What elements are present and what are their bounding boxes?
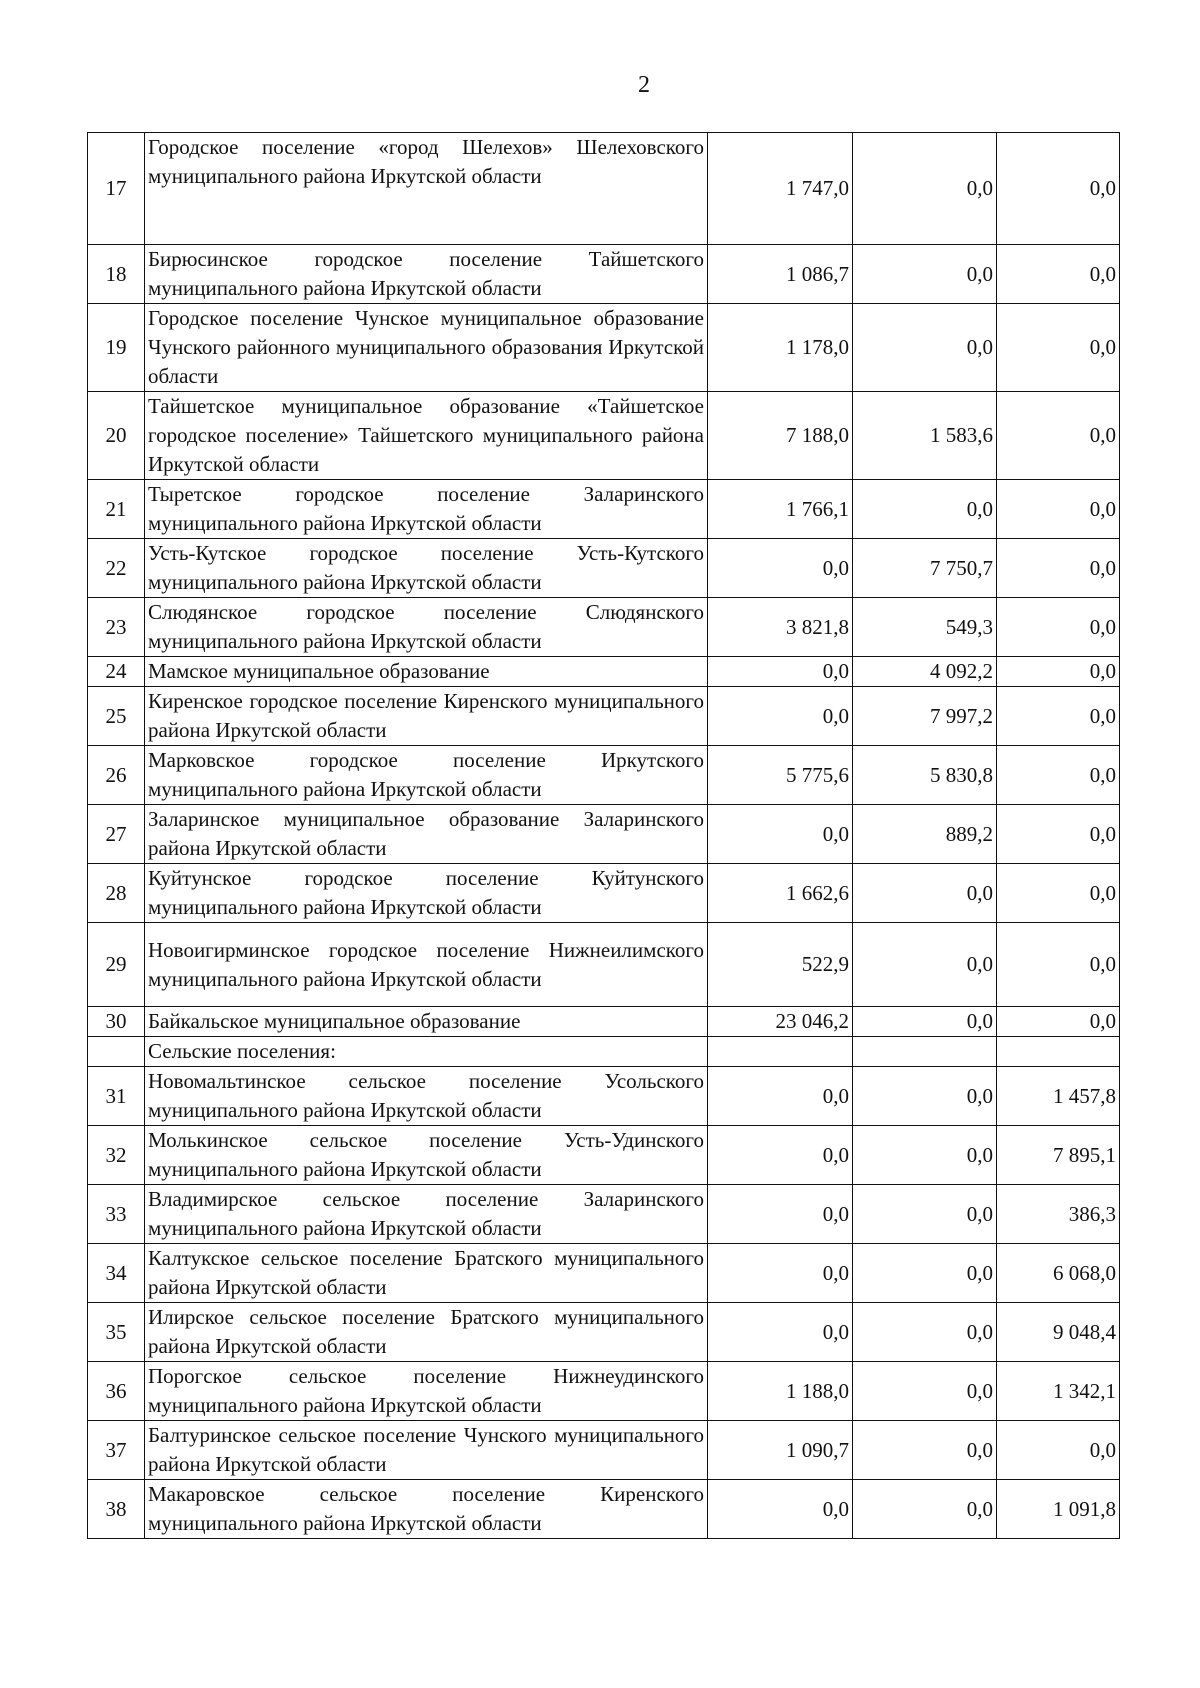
allocation-table-body — [88, 133, 1120, 1539]
value-col-1: 1 178,0 — [708, 304, 853, 392]
value-col-2: 0,0 — [853, 1421, 997, 1480]
value-col-3: 0,0 — [997, 245, 1120, 304]
value-col-1: 0,0 — [708, 1126, 853, 1185]
table-row — [88, 1421, 1120, 1480]
settlement-name: Балтуринское сельское поселение Чунского муниципального района Иркутской области — [145, 1421, 708, 1480]
row-number: 34 — [88, 1244, 145, 1303]
row-number: 19 — [88, 304, 145, 392]
table-row — [88, 245, 1120, 304]
value-col-3: 0,0 — [997, 1421, 1120, 1480]
value-col-1: 23 046,2 — [708, 1007, 853, 1037]
settlement-name: Мамское муниципальное образование — [145, 657, 708, 687]
settlement-name: Усть-Кутское городское поселение Усть-Кутского муниципального района Иркутской области — [145, 539, 708, 598]
value-col-2: 0,0 — [853, 1126, 997, 1185]
table-row — [88, 598, 1120, 657]
page-number: 2 — [638, 72, 650, 98]
table-row — [88, 1185, 1120, 1244]
value-col-2: 0,0 — [853, 1007, 997, 1037]
value-col-3: 1 342,1 — [997, 1362, 1120, 1421]
value-col-1: 1 188,0 — [708, 1362, 853, 1421]
row-number: 17 — [88, 133, 145, 245]
value-col-2-empty — [853, 1037, 997, 1067]
value-col-1: 1 090,7 — [708, 1421, 853, 1480]
value-col-2: 0,0 — [853, 864, 997, 923]
row-number: 25 — [88, 687, 145, 746]
value-col-1: 3 821,8 — [708, 598, 853, 657]
row-number: 20 — [88, 392, 145, 480]
value-col-3: 0,0 — [997, 864, 1120, 923]
value-col-1: 0,0 — [708, 657, 853, 687]
value-col-3: 0,0 — [997, 480, 1120, 539]
settlement-name: Порогское сельское поселение Нижнеудинского муниципального района Иркутской области — [145, 1362, 708, 1421]
settlement-name: Слюдянское городское поселение Слюдянского муниципального района Иркутской области — [145, 598, 708, 657]
value-col-3: 0,0 — [997, 304, 1120, 392]
value-col-3: 0,0 — [997, 133, 1120, 245]
value-col-2: 0,0 — [853, 304, 997, 392]
table-row — [88, 923, 1120, 1007]
value-col-2: 0,0 — [853, 1185, 997, 1244]
section-header-row — [88, 1037, 1120, 1067]
row-number: 31 — [88, 1067, 145, 1126]
settlement-name: Байкальское муниципальное образование — [145, 1007, 708, 1037]
value-col-3: 0,0 — [997, 687, 1120, 746]
row-number: 24 — [88, 657, 145, 687]
value-col-3-empty — [997, 1037, 1120, 1067]
row-number: 27 — [88, 805, 145, 864]
value-col-3: 1 457,8 — [997, 1067, 1120, 1126]
value-col-1: 1 747,0 — [708, 133, 853, 245]
row-number: 26 — [88, 746, 145, 805]
table-row — [88, 746, 1120, 805]
value-col-2: 0,0 — [853, 923, 997, 1007]
table-row — [88, 1362, 1120, 1421]
value-col-1: 5 775,6 — [708, 746, 853, 805]
value-col-1: 7 188,0 — [708, 392, 853, 480]
settlement-name: Тайшетское муниципальное образование «Тайшетское городское поселение» Тайшетского муниципального района Иркутской области — [145, 392, 708, 480]
value-col-2: 0,0 — [853, 1362, 997, 1421]
value-col-3: 0,0 — [997, 746, 1120, 805]
table-row — [88, 657, 1120, 687]
value-col-3: 0,0 — [997, 1007, 1120, 1037]
value-col-1: 1 662,6 — [708, 864, 853, 923]
settlement-name: Куйтунское городское поселение Куйтунского муниципального района Иркутской области — [145, 864, 708, 923]
allocation-table — [87, 132, 1120, 1539]
table-row — [88, 1007, 1120, 1037]
row-number: 35 — [88, 1303, 145, 1362]
value-col-3: 0,0 — [997, 923, 1120, 1007]
value-col-1: 0,0 — [708, 1185, 853, 1244]
row-number: 18 — [88, 245, 145, 304]
value-col-2: 1 583,6 — [853, 392, 997, 480]
value-col-3: 0,0 — [997, 805, 1120, 864]
value-col-1: 0,0 — [708, 805, 853, 864]
table-row — [88, 133, 1120, 245]
value-col-1: 0,0 — [708, 1244, 853, 1303]
row-number: 30 — [88, 1007, 145, 1037]
settlement-name: Владимирское сельское поселение Заларинского муниципального района Иркутской области — [145, 1185, 708, 1244]
table-row — [88, 805, 1120, 864]
row-number: 21 — [88, 480, 145, 539]
value-col-2: 0,0 — [853, 480, 997, 539]
value-col-3: 9 048,4 — [997, 1303, 1120, 1362]
value-col-2: 7 750,7 — [853, 539, 997, 598]
value-col-2: 0,0 — [853, 133, 997, 245]
settlement-name: Киренское городское поселение Киренского муниципального района Иркутской области — [145, 687, 708, 746]
value-col-1: 0,0 — [708, 1303, 853, 1362]
settlement-name: Марковское городское поселение Иркутского муниципального района Иркутской области — [145, 746, 708, 805]
value-col-3: 386,3 — [997, 1185, 1120, 1244]
value-col-3: 0,0 — [997, 392, 1120, 480]
value-col-1: 0,0 — [708, 539, 853, 598]
table-row — [88, 304, 1120, 392]
table-row — [88, 1126, 1120, 1185]
table-row — [88, 480, 1120, 539]
value-col-3: 1 091,8 — [997, 1480, 1120, 1539]
value-col-2: 0,0 — [853, 1067, 997, 1126]
value-col-1: 522,9 — [708, 923, 853, 1007]
row-number: 33 — [88, 1185, 145, 1244]
value-col-3: 0,0 — [997, 657, 1120, 687]
row-number: 36 — [88, 1362, 145, 1421]
row-number: 29 — [88, 923, 145, 1007]
value-col-3: 0,0 — [997, 598, 1120, 657]
value-col-1: 0,0 — [708, 1480, 853, 1539]
value-col-1: 1 766,1 — [708, 480, 853, 539]
table-row — [88, 1244, 1120, 1303]
row-number: 28 — [88, 864, 145, 923]
table-row — [88, 539, 1120, 598]
value-col-2: 4 092,2 — [853, 657, 997, 687]
settlement-name: Макаровское сельское поселение Киренского муниципального района Иркутской области — [145, 1480, 708, 1539]
row-number: 38 — [88, 1480, 145, 1539]
row-number: 23 — [88, 598, 145, 657]
settlement-name: Новомальтинское сельское поселение Усольского муниципального района Иркутской области — [145, 1067, 708, 1126]
row-number-empty — [88, 1037, 145, 1067]
value-col-2: 889,2 — [853, 805, 997, 864]
section-title: Сельские поселения: — [145, 1037, 708, 1067]
value-col-2: 7 997,2 — [853, 687, 997, 746]
value-col-3: 0,0 — [997, 539, 1120, 598]
settlement-name: Калтукское сельское поселение Братского муниципального района Иркутской области — [145, 1244, 708, 1303]
settlement-name: Бирюсинское городское поселение Тайшетского муниципального района Иркутской области — [145, 245, 708, 304]
settlement-name: Заларинское муниципальное образование Заларинского района Иркутской области — [145, 805, 708, 864]
value-col-1: 0,0 — [708, 1067, 853, 1126]
settlement-name: Новоигирминское городское поселение Нижнеилимского муниципального района Иркутской области — [145, 923, 708, 1007]
table-row — [88, 1303, 1120, 1362]
value-col-1-empty — [708, 1037, 853, 1067]
value-col-2: 0,0 — [853, 1480, 997, 1539]
value-col-2: 549,3 — [853, 598, 997, 657]
settlement-name: Городское поселение Чунское муниципальное образование Чунского районного муниципального образования Иркутской области — [145, 304, 708, 392]
table-row — [88, 1480, 1120, 1539]
table-row — [88, 687, 1120, 746]
settlement-name: Илирское сельское поселение Братского муниципального района Иркутской области — [145, 1303, 708, 1362]
value-col-1: 1 086,7 — [708, 245, 853, 304]
value-col-2: 0,0 — [853, 245, 997, 304]
value-col-2: 5 830,8 — [853, 746, 997, 805]
value-col-3: 6 068,0 — [997, 1244, 1120, 1303]
value-col-2: 0,0 — [853, 1244, 997, 1303]
settlement-name: Городское поселение «город Шелехов» Шелеховского муниципального района Иркутской области — [145, 133, 708, 245]
row-number: 32 — [88, 1126, 145, 1185]
table-row — [88, 1067, 1120, 1126]
row-number: 22 — [88, 539, 145, 598]
value-col-3: 7 895,1 — [997, 1126, 1120, 1185]
table-row — [88, 392, 1120, 480]
settlement-name: Молькинское сельское поселение Усть-Удинского муниципального района Иркутской области — [145, 1126, 708, 1185]
settlement-name: Тыретское городское поселение Заларинского муниципального района Иркутской области — [145, 480, 708, 539]
table-row — [88, 864, 1120, 923]
value-col-1: 0,0 — [708, 687, 853, 746]
value-col-2: 0,0 — [853, 1303, 997, 1362]
row-number: 37 — [88, 1421, 145, 1480]
